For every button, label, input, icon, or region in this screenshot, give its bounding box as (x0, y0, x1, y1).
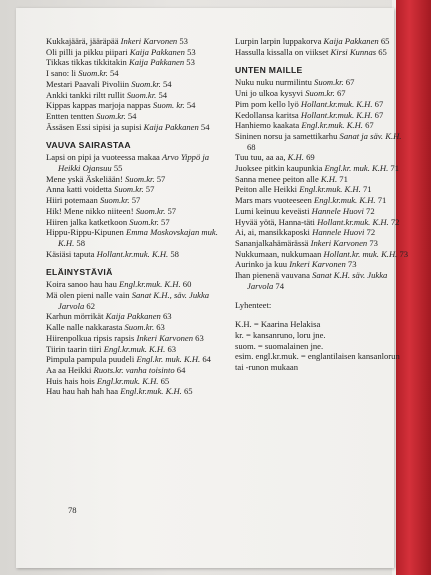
entry-title: Karhun mörrikät (46, 311, 106, 322)
entry-author: Engl.kr.muk. K.H. (103, 343, 166, 354)
entry-title: Aa aa Heikki (46, 364, 94, 375)
entry-page: 63 (160, 311, 172, 322)
entry-author: Emma Moskovskajan muk. K.H. (58, 227, 218, 248)
entry-title: Pimpula pampula puudeli (46, 354, 137, 365)
entry-author: Suom.kr. (131, 78, 161, 89)
right-intro-list (235, 36, 410, 57)
entry-author: Engl.kr.muk. K.H. (96, 375, 159, 386)
toc-entry (46, 195, 223, 206)
abbreviation-line: K.H. = Kaarina Helakisa (235, 319, 321, 330)
entry-title: Koira sanoo hau hau (46, 279, 120, 290)
entry-page: 71 (337, 173, 348, 184)
entry-page: 54 (125, 110, 137, 121)
entry-page: 58 (74, 237, 85, 248)
abbreviation-line: kr. = kansanruno, loru jne. (235, 329, 326, 340)
toc-entry (46, 290, 223, 311)
entry-page: 67 (334, 88, 346, 99)
toc-entry (235, 195, 410, 206)
toc-entry (46, 311, 223, 322)
entry-title: Mestari Paavali Pivoliin (46, 78, 132, 89)
entry-page: 67 (372, 98, 384, 109)
entry-author: Kaija Pakkanen (143, 121, 199, 132)
abbreviations-list (235, 319, 410, 373)
entry-page: 54 (156, 89, 168, 100)
entry-page: 57 (154, 173, 166, 184)
entry-page: 68 (247, 141, 256, 152)
entry-title: Anna katti voidetta (46, 184, 115, 195)
entry-page: 55 (111, 163, 123, 174)
left-column (46, 36, 223, 397)
toc-entry (46, 376, 223, 387)
entry-page: 74 (273, 280, 285, 291)
toc-entry (46, 206, 223, 217)
entry-title: Lumi keinuu keveästi (235, 205, 312, 216)
entry-title: Hiiri potemaan (46, 195, 100, 206)
entry-author: Hollant.kr. muk. K.H. (323, 248, 398, 259)
entry-author: K.H. (320, 173, 338, 184)
entry-title: Kalle nalle nakkarasta (46, 322, 125, 333)
entry-title: Nukkumaan, nukkumaan (235, 248, 324, 259)
entry-author: Suom.kr. (126, 89, 157, 100)
entry-page: 67 (343, 77, 355, 88)
entry-title: Pim pom kello lyö (235, 98, 301, 109)
entry-author: Engl.kr.muk. K.H. (301, 120, 363, 131)
entry-author: Inkeri Karvonen (120, 36, 178, 46)
entry-title: Tuu tuu, aa aa, (235, 152, 288, 163)
entry-page: 63 (165, 343, 177, 354)
entry-author: Suom.kr. (99, 195, 130, 206)
entry-page: 73 (367, 237, 378, 248)
entry-page: 64 (200, 354, 211, 365)
entry-page: 65 (181, 386, 193, 397)
entry-author: Suom.kr. (135, 205, 166, 216)
entry-title: Hiirenpolkua ripsis rapsis (46, 332, 137, 343)
entry-title: Hiiren jalka katketkoon (46, 216, 130, 227)
toc-entry (46, 174, 223, 185)
entry-page: 54 (198, 121, 210, 132)
toc-entry (46, 68, 223, 79)
entry-author: Suom.kr. (124, 322, 155, 333)
entry-page: 72 (364, 227, 376, 238)
toc-entry (46, 79, 223, 90)
entry-title: Hanhiemo kaakata (235, 120, 302, 131)
entry-page: 65 (158, 375, 170, 386)
entry-page: 73 (345, 259, 357, 270)
entry-page: 60 (180, 279, 192, 290)
entry-page: 65 (376, 46, 387, 57)
entry-author: Ruots.kr. vanha toisinto (93, 364, 175, 375)
entry-title: Mä olen pieni nalle vain (46, 290, 132, 301)
entry-title: Ässäsen Essi sipisi ja supisi (46, 121, 144, 132)
toc-entry (46, 279, 223, 290)
toc-entry (46, 90, 223, 101)
entry-author: Suom.kr. (96, 110, 126, 121)
toc-entry (235, 131, 410, 152)
entry-author: Kaija Pakkanen (129, 46, 185, 57)
toc-entry (46, 333, 223, 344)
entry-title: Entten tentten (46, 110, 97, 121)
entry-title: Sanna menee peiton alle (235, 173, 321, 184)
entry-title: Hau hau hah hah haa (46, 386, 121, 397)
toc-entry (235, 110, 410, 121)
left-intro-list (46, 36, 223, 132)
entry-page: 53 (184, 46, 196, 57)
entry-author: Suom.kr. (305, 88, 335, 99)
entry-author: Suom.kr. (129, 216, 159, 227)
toc-entry (46, 344, 223, 355)
entry-title: Nuku nuku nurmilintu (235, 77, 315, 88)
entry-page: 71 (388, 163, 399, 174)
toc-entry (46, 36, 223, 47)
entry-title: Kippas kappas marjoja nappas (46, 100, 153, 111)
entry-author: Kaija Pakkanen (105, 311, 161, 322)
abbreviation-line: suom. = suomalainen jne. (235, 340, 324, 351)
entry-author: Engl.kr.muk. K.H. (299, 184, 361, 195)
entry-author: Hannele Huovi (311, 205, 364, 216)
entry-author: Inkeri Karvonen (136, 332, 194, 343)
entry-author: Suom.kr. (125, 173, 155, 184)
toc-entry (46, 111, 223, 122)
toc-entry (46, 152, 223, 173)
right-column (235, 36, 410, 373)
toc-entry (46, 322, 223, 333)
toc-entry (235, 99, 410, 110)
toc-entry (235, 217, 410, 228)
entry-title: Hik! Mene nikko niiteen! (46, 205, 136, 216)
entry-author: Suom. kr. (152, 100, 185, 111)
section-list-elainystavia (46, 279, 223, 397)
toc-entry (235, 36, 410, 47)
entry-page: 67 (372, 109, 384, 120)
toc-entry (46, 249, 223, 260)
toc-entry (235, 47, 410, 58)
entry-author: Suom.kr. (314, 77, 344, 88)
toc-entry (235, 77, 410, 88)
entry-page: 72 (388, 216, 400, 227)
entry-page: 62 (84, 300, 96, 311)
entry-author: Inkeri Karvonen (289, 259, 346, 270)
entry-title: Hassulla kissalla on viikset (235, 46, 331, 57)
entry-title: Hyvää yötä, Hanna-täti (235, 216, 318, 227)
entry-author: Engl.kr.muk. K.H. (119, 279, 181, 290)
entry-page: 57 (129, 195, 141, 206)
toc-entry (46, 227, 223, 248)
entry-title: Mars mars vuoteeseen (235, 195, 314, 206)
entry-author: Kaija Pakkanen (129, 57, 185, 68)
entry-page: 63 (154, 322, 165, 333)
entry-title: Kedollansa karitsa (235, 109, 301, 120)
toc-entry (235, 270, 410, 291)
toc-entry (46, 354, 223, 365)
toc-entry (235, 88, 410, 99)
entry-author: Sanat K.H., säv. Jukka Jarvola (58, 290, 210, 311)
page-number: 78 (68, 505, 77, 515)
section-list-unten-maille (235, 77, 410, 291)
entry-page: 57 (143, 184, 155, 195)
entry-title: Sininen norsu ja samettikarhu (235, 130, 340, 141)
entry-author: K.H. (287, 152, 304, 163)
entry-title: Tiirin taarin tiiri (46, 343, 104, 354)
toc-entry (235, 227, 410, 238)
entry-page: 73 (397, 248, 409, 259)
book-page (16, 8, 409, 568)
entry-title: Lurpin larpin luppakorva (235, 36, 324, 46)
abbreviation-line: esim. engl.kr.muk. = englantilaisen kansanlorun tai -runon mukaan (235, 351, 400, 372)
toc-entry (46, 100, 223, 111)
entry-author: Hollant.kr.muk. K.H. (300, 98, 373, 109)
entry-title: Käsiäsi taputa (46, 248, 97, 259)
toc-entry (235, 238, 410, 249)
entry-page: 67 (362, 120, 374, 131)
entry-page: 53 (177, 36, 188, 46)
toc-entry (46, 217, 223, 228)
entry-title: Kukkajäärä, jääräpää (46, 36, 121, 46)
section-title-elainystavia: ELÄINYSTÄVIÄ (46, 267, 113, 278)
toc-entry (46, 184, 223, 195)
entry-page: 69 (303, 152, 315, 163)
entry-title: Juoksee pitkin kaupunkia (235, 163, 325, 174)
toc-entry (46, 47, 223, 58)
toc-entry (235, 259, 410, 270)
toc-entry (235, 174, 410, 185)
toc-entry (46, 386, 223, 397)
entry-title: Ai, ai, mansikkaposki (235, 227, 313, 238)
entry-author: Hollant.kr.muk. K.H. (300, 109, 373, 120)
entry-page: 58 (168, 248, 179, 259)
toc-entry (235, 249, 410, 260)
entry-title: Uni jo ulkoa kysyvi (235, 88, 306, 99)
entry-author: Arvo Yippö ja Heikki Ojansuu (58, 152, 210, 174)
section-title-vauva-sairastaa: VAUVA SAIRASTAA (46, 140, 131, 151)
entry-author: Engl.kr. muk. K.H. (324, 163, 389, 174)
entry-page: 71 (360, 184, 372, 195)
entry-author: Kaija Pakkanen (323, 36, 379, 46)
entry-author: Hollant.kr.muk. K.H. (317, 216, 389, 227)
toc-entry (235, 152, 410, 163)
entry-title: Oli pilli ja pikku piipari (46, 46, 130, 57)
entry-title: Sananjalkahämärässä (235, 237, 311, 248)
entry-title: Hippu-Rippu-Kipunen (46, 227, 126, 238)
entry-title: I sano: li (46, 68, 79, 79)
entry-page: 63 (193, 332, 204, 343)
toc-entry (46, 57, 223, 68)
abbreviations-title: Lyhenteet: (235, 300, 272, 311)
entry-page: 72 (363, 205, 375, 216)
entry-author: Hollant.kr.muk. K.H. (96, 248, 169, 259)
toc-entry (235, 163, 410, 174)
entry-page: 54 (107, 68, 119, 79)
entry-title: Huis hais hois (46, 375, 97, 386)
entry-title: Aurinko ja kuu (235, 259, 290, 270)
entry-page: 71 (375, 195, 387, 206)
entry-page: 64 (174, 364, 186, 375)
entry-title: Ihan pienenä vauvana (235, 270, 313, 281)
section-title-unten-maille: UNTEN MAILLE (235, 65, 303, 76)
entry-page: 57 (165, 205, 177, 216)
entry-author: Engl.kr.muk. K.H. (314, 195, 376, 206)
toc-entry (235, 184, 410, 195)
toc-entry (46, 365, 223, 376)
entry-title: Tikkas tikkas tikkitakin (46, 57, 129, 68)
entry-page: 54 (184, 100, 196, 111)
section-list-vauva-sairastaa (46, 152, 223, 259)
entry-author: Suom.kr. (78, 68, 108, 79)
entry-author: Engl.kr.muk. K.H. (120, 386, 182, 397)
entry-title: Lapsi on pipi ja vuoteessa makaa (46, 152, 162, 163)
entry-author: Sanat K.H. säv. Jukka Jarvola (247, 270, 388, 291)
entry-page: 57 (158, 216, 170, 227)
entry-page: 54 (160, 78, 172, 89)
entry-author: Hannele Huovi (312, 227, 365, 238)
entry-title: Mene yskä Äskeliään! (46, 173, 125, 184)
entry-page: 53 (184, 57, 195, 68)
entry-author: Inkeri Karvonen (310, 237, 368, 248)
entry-author: Engl.kr. muk. K.H. (136, 354, 201, 365)
toc-entry (235, 206, 410, 217)
toc-entry (235, 120, 410, 131)
entry-title: Peiton alle Heikki (235, 184, 300, 195)
toc-entry (46, 122, 223, 133)
entry-author: Sanat ja säv. K.H. (339, 130, 402, 141)
entry-page: 65 (378, 36, 390, 46)
entry-title: Ankki tankki riltt rullit (46, 89, 127, 100)
entry-author: Suom.kr. (114, 184, 144, 195)
entry-author: Kirsi Kunnas (330, 46, 377, 57)
